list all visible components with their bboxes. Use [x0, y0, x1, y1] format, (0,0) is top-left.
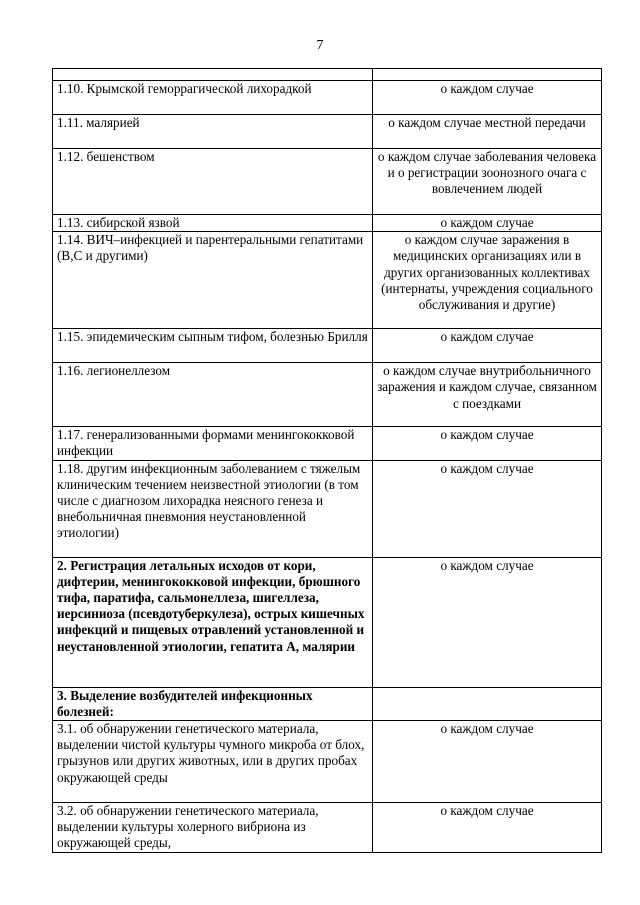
table-row: [53, 427, 602, 460]
disease-cell: [53, 69, 373, 81]
table-row: [53, 69, 602, 81]
table-row: [53, 329, 602, 363]
table-row: [53, 363, 602, 427]
disease-cell: 1.15. эпидемическим сыпным тифом, болезнью Брилля: [53, 329, 373, 363]
reporting-condition-cell: о каждом случае: [373, 557, 602, 687]
reporting-condition-cell: о каждом случае: [373, 329, 602, 363]
table-row: [53, 687, 602, 720]
disease-cell: 1.12. бешенством: [53, 149, 373, 215]
table-row: [53, 721, 602, 803]
table-row: [53, 803, 602, 853]
reporting-condition-cell: о каждом случае заболевания человека и о регистрации зоонозного очага с вовлечением людей: [373, 149, 602, 215]
table-row: [53, 460, 602, 557]
disease-cell: 3.1. об обнаружении генетического материала, выделении чистой культуры чумного микроба от блох, грызунов или других животных, или в других пробах окружающей среды: [53, 721, 373, 803]
disease-cell: 1.14. ВИЧ–инфекцией и парентеральными гепатитами (В,С и другими): [53, 232, 373, 329]
disease-cell: 3.2. об обнаружении генетического материала, выделении культуры холерного вибриона из окружающей среды,: [53, 803, 373, 853]
reporting-condition-cell: о каждом случае внутрибольничного заражения и каждом случае, связанном с поездками: [373, 363, 602, 427]
reporting-condition-cell: о каждом случае: [373, 803, 602, 853]
reporting-condition-cell: о каждом случае: [373, 721, 602, 803]
table-row: [53, 232, 602, 329]
disease-cell: 2. Регистрация летальных исходов от кори, дифтерии, менингококковой инфекции, брюшного тифа, паратифа, сальмонеллеза, шигеллеза, иерсиниоза (псевдотуберкулеза), острых кишечных инфекций и пищевых отравлений установленной и неустановленной этиологии, гепатита А, малярии: [53, 557, 373, 687]
disease-cell: 3. Выделение возбудителей инфекционных болезней:: [53, 687, 373, 720]
page-number: 7: [316, 38, 324, 53]
table-row: [53, 81, 602, 115]
reporting-condition-cell: о каждом случае: [373, 81, 602, 115]
table-row: [53, 115, 602, 149]
table-row: [53, 149, 602, 215]
disease-cell: 1.10. Крымской геморрагической лихорадкой: [53, 81, 373, 115]
disease-cell: 1.17. генерализованными формами менингококковой инфекции: [53, 427, 373, 460]
disease-cell: 1.13. сибирской язвой: [53, 215, 373, 232]
reporting-condition-cell: о каждом случае заражения в медицинских организациях или в других организованных коллективах (интернаты, учреждения социального обслуживания и другие): [373, 232, 602, 329]
reporting-condition-cell: о каждом случае: [373, 460, 602, 557]
reporting-condition-cell: о каждом случае местной передачи: [373, 115, 602, 149]
reporting-condition-cell: о каждом случае: [373, 215, 602, 232]
notification-table: [52, 68, 602, 853]
reporting-condition-cell: [373, 687, 602, 720]
table-row: [53, 557, 602, 687]
disease-cell: 1.18. другим инфекционным заболеванием с тяжелым клиническим течением неизвестной этиологии (в том числе с диагнозом лихорадка неясного генеза и внебольничная пневмония неустановленной этиологии): [53, 460, 373, 557]
disease-cell: 1.16. легионеллезом: [53, 363, 373, 427]
reporting-condition-cell: о каждом случае: [373, 427, 602, 460]
table-row: [53, 215, 602, 232]
disease-cell: 1.11. малярией: [53, 115, 373, 149]
reporting-condition-cell: [373, 69, 602, 81]
